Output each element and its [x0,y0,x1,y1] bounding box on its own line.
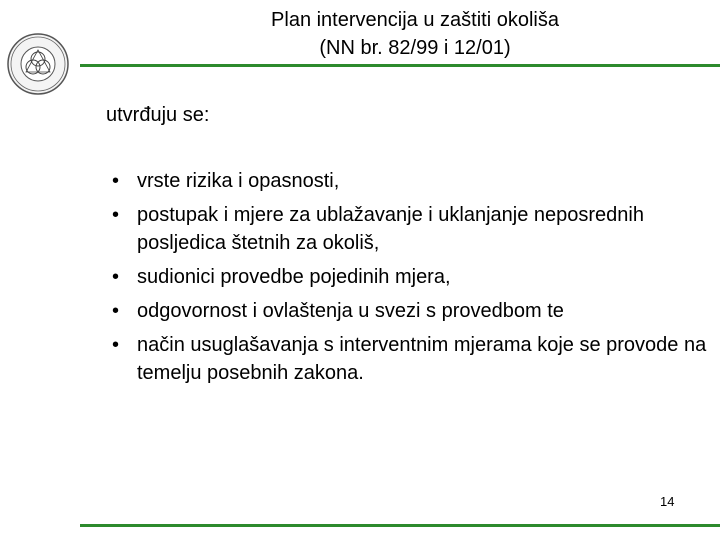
bullet-item [112,331,712,387]
bullet-icon: • [112,334,120,356]
bullet-icon: • [112,170,120,192]
title-line-1: Plan intervencija u zaštiti okoliša [271,9,559,31]
bullet-item [112,167,712,195]
seal-logo [6,32,70,96]
bullet-text: način usuglašavanja s interventnim mjerama koje se provode na temelju posebnih zakona. [137,334,707,384]
bullet-text: vrste rizika i opasnosti, [137,170,340,192]
intro-text: utvrđuju se: [106,104,210,126]
slide-title [150,6,680,62]
bullet-icon: • [112,300,120,322]
bullet-text: postupak i mjere za ublažavanje i uklanjanje neposrednih posljedica štetnih za okoliš, [137,204,644,254]
bullet-item [112,201,712,257]
page-number: 14 [660,494,675,509]
footer-divider [80,524,720,527]
bullet-icon: • [112,204,120,226]
bullet-text: sudionici provedbe pojedinih mjera, [137,266,451,288]
bullet-icon: • [112,266,120,288]
title-divider [80,64,720,67]
bullet-list [112,167,712,393]
bullet-text: odgovornost i ovlaštenja u svezi s provedbom te [137,300,564,322]
title-line-2: (NN br. 82/99 i 12/01) [319,37,511,59]
bullet-item [112,297,712,325]
bullet-item [112,263,712,291]
